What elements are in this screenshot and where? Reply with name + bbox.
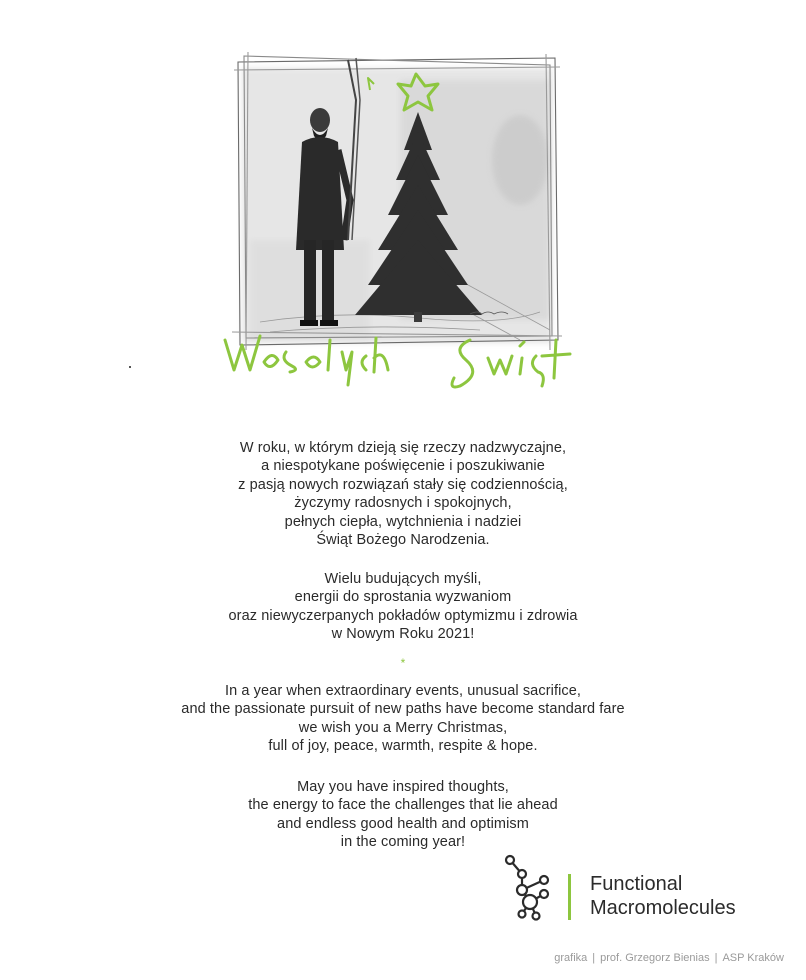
english-greeting-paragraph-1 bbox=[0, 682, 806, 756]
text-line: oraz niewyczerpanych pokładów optymizmu i zdrowia bbox=[228, 607, 578, 624]
text-line: W roku, w którym dzieją się rzeczy nadzwyczajne, bbox=[239, 440, 567, 456]
text-line: a niespotykane poświęcenie i poszukiwanie bbox=[261, 458, 545, 475]
text-line: the energy to face the challenges that lie ahead bbox=[248, 797, 558, 814]
text-line: In a year when extraordinary events, unusual sacrifice, bbox=[224, 683, 582, 699]
christmas-illustration bbox=[220, 40, 580, 410]
handwritten-greeting-wesolych-swiat bbox=[225, 336, 570, 387]
text-line: in the coming year! bbox=[340, 834, 466, 851]
text-line: z pasją nowych rozwiązań stały się codziennością, bbox=[238, 476, 568, 493]
text-line: May you have inspired thoughts, bbox=[297, 779, 509, 795]
polish-greeting-paragraph-2 bbox=[0, 570, 806, 644]
text-line: w Nowym Roku 2021! bbox=[331, 626, 475, 643]
footer-credits: grafika | prof. Grzegorz Bienias | ASP Kraków bbox=[554, 952, 784, 964]
text-line: and endless good health and optimism bbox=[277, 815, 529, 832]
functional-macromolecules-logo bbox=[500, 852, 770, 924]
text-line: energii do sprostania wyzwaniom bbox=[294, 589, 512, 606]
logo-wordmark bbox=[590, 872, 736, 920]
logo-divider bbox=[568, 874, 571, 920]
text-line: and the passionate pursuit of new paths have become standard fare bbox=[181, 701, 625, 718]
text-line: życzymy radosnych i spokojnych, bbox=[294, 495, 512, 512]
text-line: pełnych ciepła, wytchnienia i nadziei bbox=[284, 513, 522, 530]
logo-line-2: Macromolecules bbox=[590, 897, 736, 919]
stray-dot bbox=[129, 366, 131, 368]
text-line: full of joy, peace, warmth, respite & hope. bbox=[268, 738, 538, 755]
english-greeting-paragraph-2 bbox=[0, 778, 806, 852]
polish-greeting-paragraph-1 bbox=[0, 439, 806, 549]
footer-credit-artist: prof. Grzegorz Bienias bbox=[600, 952, 710, 964]
text-line: Wielu budujących myśli, bbox=[324, 571, 482, 587]
text-line: Świąt Bożego Narodzenia. bbox=[316, 532, 490, 549]
asterisk-separator: * bbox=[400, 656, 406, 670]
text-line: we wish you a Merry Christmas, bbox=[298, 719, 508, 736]
logo-line-1: Functional bbox=[590, 873, 683, 895]
molecule-icon bbox=[500, 852, 560, 922]
footer-credit-academy: ASP Kraków bbox=[722, 952, 784, 964]
footer-credit-label: grafika bbox=[554, 952, 588, 964]
